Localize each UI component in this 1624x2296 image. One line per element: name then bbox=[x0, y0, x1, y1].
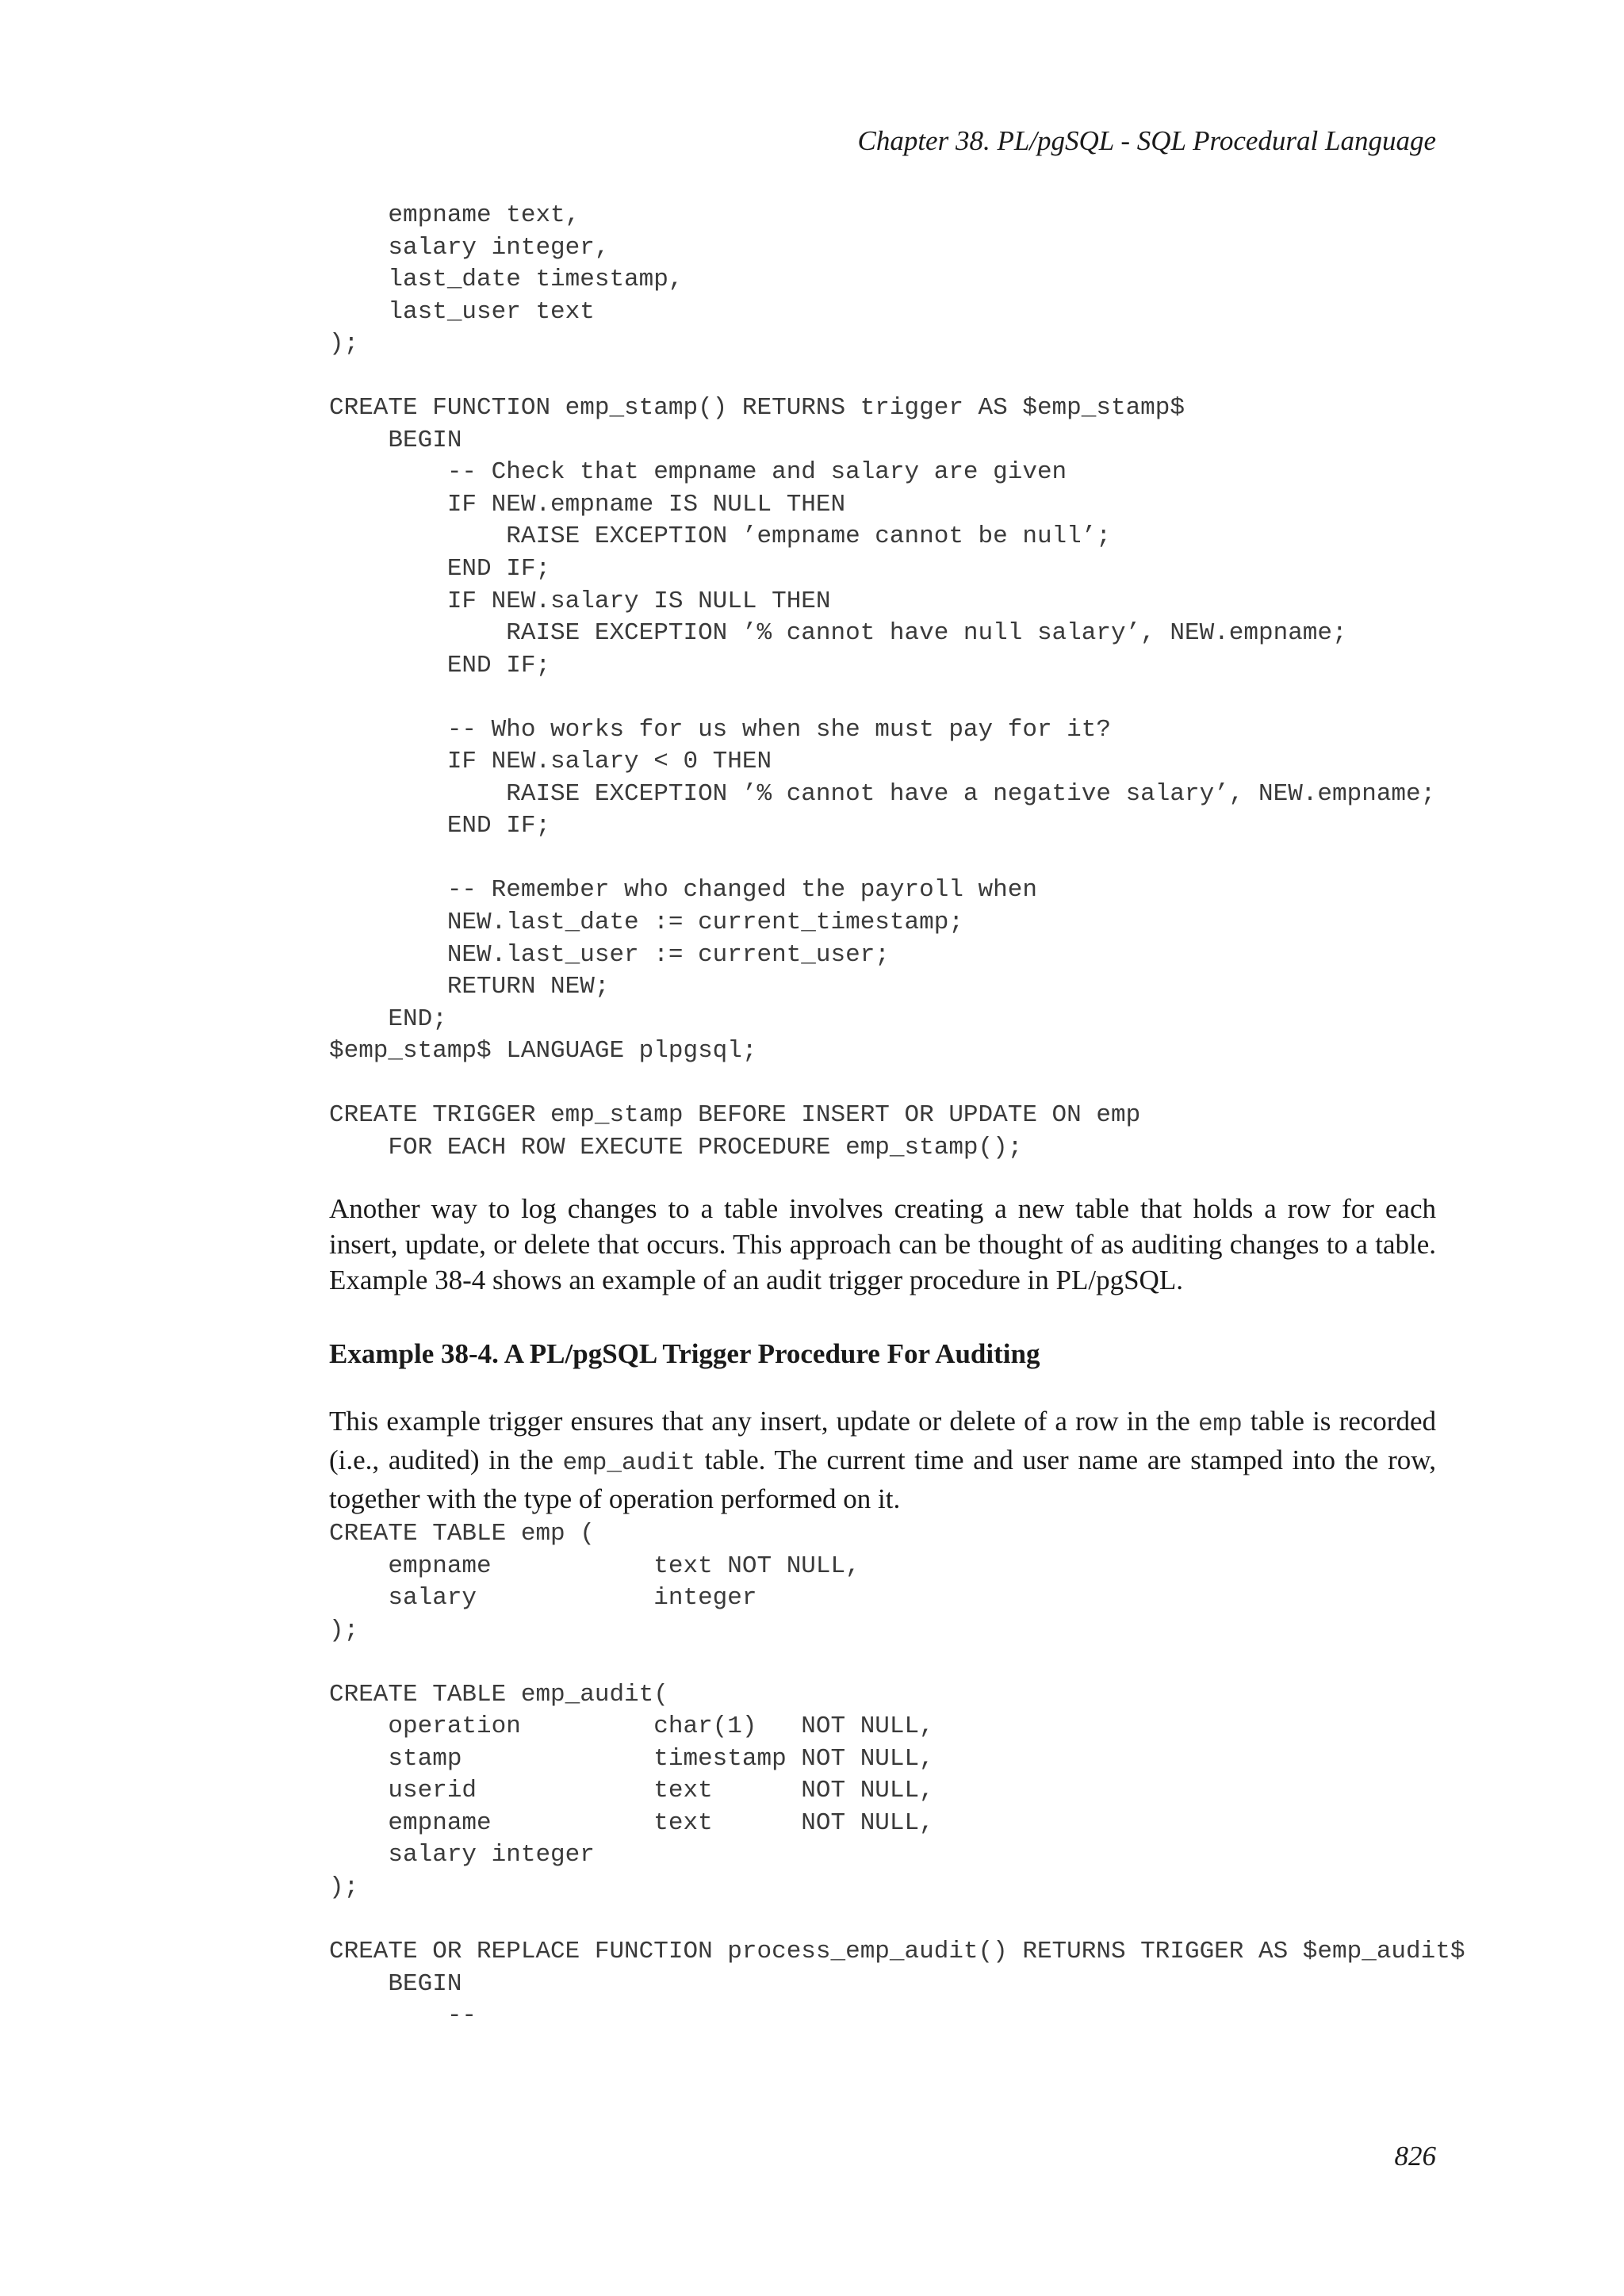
example-heading bbox=[329, 1338, 1436, 1370]
paragraph-example-description bbox=[329, 1403, 1436, 1517]
text-part-1: This example trigger ensures that any insert, update or delete of a row in the bbox=[329, 1406, 1198, 1437]
code-block-emp-stamp bbox=[329, 200, 1436, 1164]
body-paragraph-2 bbox=[329, 1403, 1436, 1517]
inline-code-emp: emp bbox=[1197, 1410, 1243, 1438]
code-listing-2: CREATE TABLE emp ( empname text NOT NULL, salary integer ); CREATE TABLE emp_audit( operation char(1) NOT NULL, stamp timestamp NOT NULL, userid text NOT NULL, empname text NOT NULL, salary integer ); CREATE OR REPLACE FUNCTION process_emp_audit() RETURNS TRIGGER AS $emp_audit$ BEGIN -- bbox=[329, 1520, 1465, 2030]
text-part-3: table. The current time and user name are stamped into the row, together with the type of operation performed on it. bbox=[329, 1445, 1436, 1514]
body-paragraph: Another way to log changes to a table involves creating a new table that holds a row for each insert, update, or delete that occurs. This approach can be thought of as auditing changes to a table. Example 38-4 shows an example of an audit trigger procedure in PL/pgSQL. bbox=[329, 1193, 1436, 1295]
page-number: 826 bbox=[1394, 2141, 1436, 2172]
code-block-emp-audit bbox=[329, 1518, 1465, 2033]
example-title: Example 38-4. A PL/pgSQL Trigger Procedure For Auditing bbox=[329, 1338, 1040, 1369]
inline-code-emp-audit: emp_audit bbox=[562, 1449, 695, 1477]
code-listing: empname text, salary integer, last_date timestamp, last_user text ); CREATE FUNCTION emp_stamp() RETURNS trigger AS $emp_stamp$ BEGIN -- Check that empname and salary are given IF NEW.empname IS NULL THEN RAISE EXCEPTION ’empname cannot be null’; END IF; IF NEW.salary IS NULL THEN RAISE EXCEPTION ’% cannot have null salary’, NEW.empname; END IF; -- Who works for us when she must pay for it? IF NEW.salary < 0 THEN RAISE EXCEPTION ’% cannot have a negative salary’, NEW.empname; END IF; -- Remember who changed the payroll when NEW.last_date := current_timestamp; NEW.last_user := current_user; RETURN NEW; END; $emp_stamp$ LANGUAGE plpgsql; CREATE TRIGGER emp_stamp BEFORE INSERT OR UPDATE ON emp FOR EACH ROW EXECUTE PROCEDURE emp_stamp(); bbox=[329, 201, 1436, 1161]
chapter-header: Chapter 38. PL/pgSQL - SQL Procedural Language bbox=[857, 125, 1436, 156]
text-part-2: table is recorded (i.e., audited) in the bbox=[329, 1406, 1436, 1475]
paragraph-audit-intro bbox=[329, 1191, 1436, 1298]
